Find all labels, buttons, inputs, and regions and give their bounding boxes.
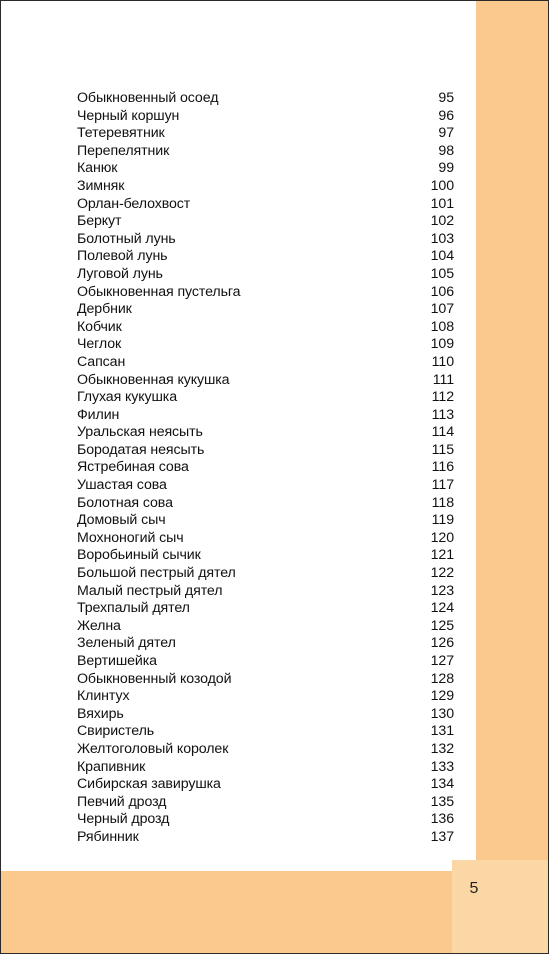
toc-entry-page-number: 126 xyxy=(430,635,454,652)
toc-entry xyxy=(77,723,454,741)
toc-entry-title: Дербник xyxy=(77,301,132,318)
toc-entry xyxy=(77,160,454,178)
toc-entry-page-number: 107 xyxy=(430,301,454,318)
toc-entry-page-number: 127 xyxy=(430,653,454,669)
toc-entry-title: Рябинник xyxy=(77,828,139,845)
toc-entry-title: Обыкновенный козодой xyxy=(77,670,232,687)
toc-entry-page-number: 114 xyxy=(431,424,454,441)
toc-entry xyxy=(77,459,454,477)
toc-entry-title: Обыкновенная пустельга xyxy=(77,283,241,300)
toc-entry-title: Сибирская завирушка xyxy=(77,776,221,793)
toc-entry-title: Певчий дрозд xyxy=(77,793,167,810)
toc-entry xyxy=(77,319,454,337)
toc-entry-page-number: 112 xyxy=(431,389,454,406)
toc-entry-title: Луговой лунь xyxy=(77,265,163,282)
toc-entry-page-number: 103 xyxy=(430,230,454,247)
toc-entry-title: Мохноногий сыч xyxy=(77,529,184,546)
toc-entry-title: Вяхирь xyxy=(77,705,124,722)
toc-entry-title: Домовый сыч xyxy=(77,512,166,529)
toc-entry-page-number: 99 xyxy=(438,160,454,177)
toc-entry xyxy=(77,90,454,108)
toc-entry xyxy=(77,600,454,618)
toc-entry-title: Тетеревятник xyxy=(77,125,165,142)
toc-entry-title: Болотный лунь xyxy=(77,230,176,247)
toc-entry-page-number: 118 xyxy=(431,494,454,511)
toc-entry-title: Чеглок xyxy=(77,336,122,353)
toc-entry-title: Перепелятник xyxy=(77,142,170,159)
toc-entry-page-number: 119 xyxy=(431,512,454,529)
toc-entry-page-number: 111 xyxy=(432,371,454,388)
toc-entry-page-number: 95 xyxy=(438,90,454,106)
toc-entry xyxy=(77,565,454,583)
toc-entry-page-number: 115 xyxy=(431,441,454,458)
toc-entry-title: Кобчик xyxy=(77,318,122,335)
toc-entry-page-number: 137 xyxy=(430,828,454,845)
toc-entry-page-number: 110 xyxy=(431,353,454,370)
decorative-right-band xyxy=(476,1,548,953)
toc-entry xyxy=(77,688,454,706)
toc-entry xyxy=(77,389,454,407)
toc-entry-title: Вертишейка xyxy=(77,653,157,669)
toc-entry-page-number: 109 xyxy=(430,336,454,353)
toc-entry xyxy=(77,653,454,671)
toc-entry-page-number: 102 xyxy=(430,213,454,230)
toc-entry xyxy=(77,618,454,636)
toc-entry-title: Ушастая сова xyxy=(77,477,167,494)
toc-entry xyxy=(77,143,454,161)
toc-entry-title: Филин xyxy=(77,406,120,423)
toc-entry xyxy=(77,495,454,513)
toc-entry-title: Свиристель xyxy=(77,723,155,740)
toc-entry-page-number: 130 xyxy=(430,705,454,722)
toc-entry xyxy=(77,512,454,530)
toc-entry-page-number: 101 xyxy=(430,195,454,212)
toc-entry-title: Обыкновенная кукушка xyxy=(77,371,230,388)
toc-entry xyxy=(77,372,454,390)
toc-entry-page-number: 124 xyxy=(430,600,454,617)
toc-entry xyxy=(77,213,454,231)
toc-entry xyxy=(77,336,454,354)
toc-entry xyxy=(77,125,454,143)
toc-entry xyxy=(77,248,454,266)
toc-entry-page-number: 116 xyxy=(431,459,454,476)
toc-entry-title: Малый пестрый дятел xyxy=(77,582,223,599)
toc-entry-page-number: 106 xyxy=(430,283,454,300)
toc-entry-page-number: 98 xyxy=(438,142,454,159)
toc-entry-page-number: 96 xyxy=(438,107,454,124)
toc-entry-page-number: 104 xyxy=(430,248,454,265)
toc-entry-page-number: 100 xyxy=(430,177,454,194)
toc-entry-title: Канюк xyxy=(77,160,118,177)
toc-entry xyxy=(77,583,454,601)
toc-entry-title: Зеленый дятел xyxy=(77,635,176,652)
toc-entry-title: Уральская неясыть xyxy=(77,424,203,441)
toc-entry-title: Клинтух xyxy=(77,688,130,705)
toc-entry xyxy=(77,407,454,425)
toc-entry-page-number: 97 xyxy=(438,125,454,142)
toc-entry xyxy=(77,530,454,548)
toc-entry xyxy=(77,811,454,829)
page-number: 5 xyxy=(469,880,479,897)
toc-entry-page-number: 133 xyxy=(430,758,454,775)
toc-entry xyxy=(77,196,454,214)
toc-entry xyxy=(77,354,454,372)
toc-entry xyxy=(77,284,454,302)
toc-entry-title: Трехпалый дятел xyxy=(77,600,190,617)
toc-entry-page-number: 105 xyxy=(430,265,454,282)
toc-entry xyxy=(77,231,454,249)
toc-entry-page-number: 135 xyxy=(430,793,454,810)
toc-entry-title: Зимняк xyxy=(77,177,125,194)
toc-entry xyxy=(77,829,454,847)
toc-entry-title: Орлан-белохвост xyxy=(77,195,191,212)
toc-entry-page-number: 108 xyxy=(430,318,454,335)
toc-entry-title: Обыкновенный осоед xyxy=(77,90,219,106)
toc-entry xyxy=(77,706,454,724)
toc-entry-title: Болотная сова xyxy=(77,494,173,511)
toc-entry-page-number: 122 xyxy=(430,565,454,582)
toc-entry xyxy=(77,266,454,284)
page-number-box xyxy=(452,860,548,953)
toc-entry-title: Большой пестрый дятел xyxy=(77,565,236,582)
toc-entry-title: Ястребиная сова xyxy=(77,459,189,476)
toc-entry-page-number: 123 xyxy=(430,582,454,599)
toc-entry xyxy=(77,776,454,794)
toc-entry-page-number: 131 xyxy=(430,723,454,740)
toc-entry-title: Воробьиный сычик xyxy=(77,547,201,564)
toc-entry xyxy=(77,424,454,442)
toc-entry xyxy=(77,301,454,319)
toc-entry xyxy=(77,759,454,777)
toc-entry-title: Черный дрозд xyxy=(77,811,170,828)
toc-entry-page-number: 136 xyxy=(430,811,454,828)
toc-entry-page-number: 125 xyxy=(430,617,454,634)
toc-entry xyxy=(77,635,454,653)
toc-entry xyxy=(77,477,454,495)
toc-entry-page-number: 121 xyxy=(430,547,454,564)
toc-entry-title: Крапивник xyxy=(77,758,146,775)
toc-entry xyxy=(77,741,454,759)
toc-entry-title: Бородатая неясыть xyxy=(77,441,205,458)
toc-entry-title: Черный коршун xyxy=(77,107,180,124)
toc-entry xyxy=(77,794,454,812)
toc-entry-title: Глухая кукушка xyxy=(77,389,178,406)
toc-entry-title: Желна xyxy=(77,617,121,634)
toc-entry-page-number: 120 xyxy=(430,529,454,546)
toc-entry-title: Сапсан xyxy=(77,353,126,370)
toc-entry-page-number: 113 xyxy=(431,406,454,423)
toc-entry-page-number: 132 xyxy=(430,740,454,757)
toc-entry-title: Желтоголовый королек xyxy=(77,740,229,757)
toc-entry-page-number: 129 xyxy=(430,688,454,705)
toc-entry xyxy=(77,178,454,196)
toc-entry-page-number: 117 xyxy=(431,477,454,494)
toc-entry xyxy=(77,547,454,565)
toc-entry xyxy=(77,442,454,460)
toc-entry xyxy=(77,671,454,689)
toc-entry-title: Полевой лунь xyxy=(77,248,168,265)
table-of-contents xyxy=(77,90,454,847)
toc-entry-title: Беркут xyxy=(77,213,122,230)
toc-entry xyxy=(77,108,454,126)
toc-entry-page-number: 134 xyxy=(430,776,454,793)
toc-entry-page-number: 128 xyxy=(430,670,454,687)
